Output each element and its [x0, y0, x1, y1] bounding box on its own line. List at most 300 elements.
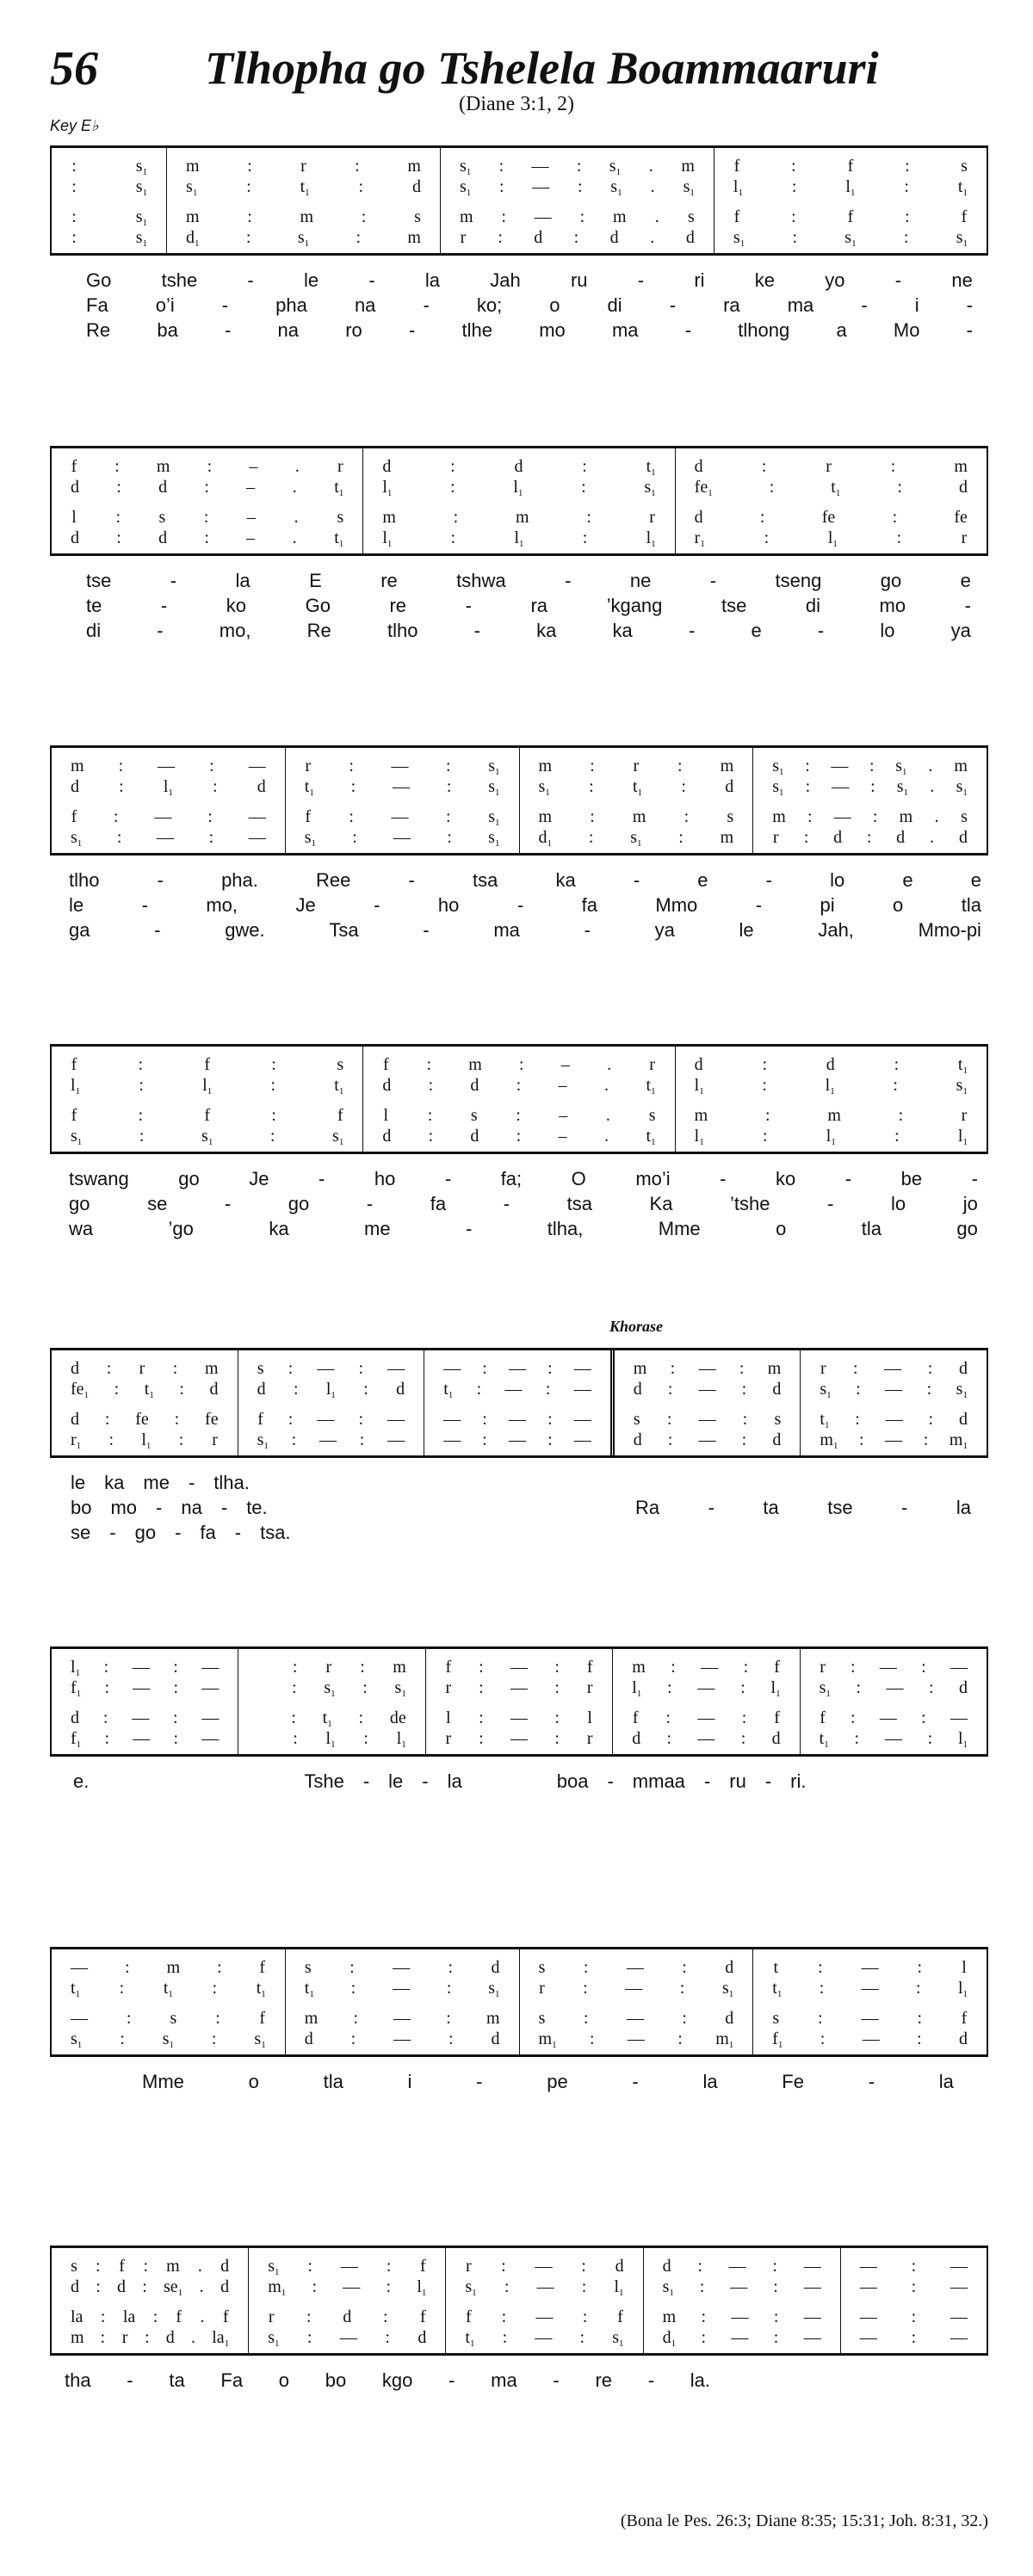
- lyric-syllable: Ka: [649, 1192, 673, 1214]
- hold-dash: —: [831, 757, 849, 775]
- beat-separator: :: [446, 777, 452, 796]
- hold-dash: —: [510, 1658, 528, 1677]
- beat-separator: :: [926, 1380, 932, 1399]
- note: f: [119, 2257, 125, 2276]
- soprano-notes: [820, 1658, 968, 1678]
- alto-notes: [663, 2277, 821, 2298]
- lyric-syllable: -: [368, 269, 375, 291]
- alto-notes: [71, 2277, 229, 2298]
- note: $s_1$: [71, 1127, 83, 1147]
- beat-separator: :: [363, 1380, 368, 1399]
- note: d: [491, 2029, 500, 2048]
- lyric-syllable: te.: [246, 1496, 268, 1518]
- beat-separator: :: [145, 2328, 150, 2347]
- beat-separator: :: [927, 1359, 933, 1378]
- lyric-syllable: -: [157, 868, 164, 891]
- lyric-syllable: wa: [69, 1217, 94, 1239]
- lyric-syllable: tsa.: [260, 1521, 291, 1543]
- lyric-syllable: -: [188, 1471, 195, 1493]
- lyric-syllable: ba: [157, 318, 178, 341]
- lyric-syllable: ne: [629, 569, 652, 591]
- note: $la_1$: [212, 2328, 230, 2349]
- note: f: [305, 807, 312, 826]
- beat-separator: :: [772, 2257, 777, 2276]
- note: m: [459, 207, 473, 226]
- hold-dash: —: [393, 2029, 411, 2048]
- note: $l_1$: [514, 528, 524, 549]
- hold-dash: —: [393, 1958, 411, 1977]
- note: s: [961, 807, 968, 826]
- tenor-notes: [257, 1708, 405, 1729]
- hold-dash: —: [885, 1410, 903, 1429]
- half-beat-dot: .: [607, 1055, 612, 1074]
- half-beat-dot: .: [199, 2277, 204, 2296]
- beat-separator: :: [143, 2257, 149, 2276]
- hold-dash: —: [391, 757, 409, 775]
- hold-dash: –: [558, 1076, 567, 1095]
- measure: [285, 748, 519, 853]
- lyric-syllable: ru: [570, 269, 588, 291]
- note: $s_1$: [135, 157, 148, 177]
- note: $t_1$: [465, 2328, 475, 2349]
- note: fe: [135, 1410, 149, 1429]
- music-system: [50, 446, 988, 643]
- hold-dash: —: [833, 807, 851, 826]
- lyric-syllable: re: [595, 2369, 612, 2391]
- note: fe: [205, 1410, 219, 1429]
- beat-separator: :: [923, 1430, 929, 1449]
- lyric-syllable: i: [407, 2070, 412, 2092]
- note: d: [382, 1076, 392, 1095]
- beat-separator: :: [894, 1127, 900, 1146]
- note: $s_1$: [257, 1430, 269, 1451]
- note: m: [767, 1359, 782, 1378]
- lyric-syllable: -: [224, 1192, 232, 1214]
- bass-notes: [634, 1430, 782, 1451]
- lyrics: [50, 2069, 988, 2094]
- lyric-syllable: tla: [323, 2070, 343, 2092]
- note: d: [220, 2277, 230, 2296]
- note: m: [613, 207, 627, 226]
- note: f: [961, 207, 968, 226]
- beat-separator: :: [355, 157, 360, 176]
- note: $r_1$: [71, 1430, 82, 1451]
- tenor-notes: [820, 1410, 968, 1430]
- beat-separator: :: [450, 478, 455, 497]
- lyric-syllable: pe: [547, 2070, 568, 2092]
- soprano-notes: [71, 1359, 219, 1380]
- hold-dash: —: [158, 757, 176, 775]
- note: f: [382, 1055, 389, 1074]
- beat-separator: :: [820, 2029, 826, 2048]
- note: $l_1$: [770, 1678, 781, 1699]
- beat-separator: :: [667, 1678, 672, 1697]
- note: $s_1$: [135, 177, 148, 198]
- soprano-notes: [445, 1658, 593, 1678]
- note: d: [158, 478, 168, 497]
- lyric-syllable: ri.: [790, 1770, 807, 1792]
- lyric-phrase: [69, 894, 981, 917]
- measure: [519, 748, 753, 853]
- beat-separator: :: [139, 1076, 144, 1095]
- music-system: [50, 1044, 988, 1241]
- beat-separator: :: [152, 2307, 158, 2326]
- measure: [52, 748, 285, 853]
- bass-notes: [71, 1729, 219, 1750]
- music-system: [50, 1348, 988, 1545]
- lyric-syllable: Fa: [220, 2369, 244, 2391]
- lyric-line-verse-1: [86, 568, 971, 593]
- measure: [612, 1649, 799, 1754]
- sol-fa-staff: [50, 1044, 988, 1154]
- beat-separator: :: [791, 207, 796, 226]
- half-beat-dot: .: [200, 2307, 205, 2326]
- lyric-syllable: Tshe: [304, 1770, 344, 1792]
- note: $s_1$: [186, 177, 198, 198]
- beat-separator: :: [291, 1708, 296, 1727]
- lyric-syllable: ko: [226, 594, 247, 616]
- soprano-notes: [71, 1658, 219, 1678]
- note: d: [826, 1055, 835, 1074]
- beat-separator: :: [479, 1729, 484, 1748]
- beat-separator: :: [589, 2029, 595, 2048]
- lyric-syllable: i: [914, 293, 919, 316]
- beat-separator: :: [554, 1678, 560, 1697]
- beat-separator: :: [911, 2328, 917, 2347]
- note: $s_1$: [538, 777, 550, 798]
- beat-separator: :: [349, 757, 354, 775]
- alto-notes: [460, 177, 695, 198]
- bass-notes: [733, 228, 968, 249]
- note: d: [71, 528, 79, 547]
- note: $s_1$: [610, 177, 622, 198]
- beat-separator: :: [684, 807, 690, 826]
- alto-notes: [443, 1380, 591, 1400]
- lyric-line-verse-1: [71, 1470, 988, 1495]
- lyric-syllable: ka: [269, 1217, 289, 1239]
- beat-separator: :: [498, 177, 504, 196]
- hold-dash: —: [339, 2328, 357, 2347]
- beat-separator: :: [677, 757, 683, 775]
- tenor-notes: [71, 1106, 343, 1127]
- beat-separator: :: [928, 1678, 934, 1697]
- measure: [52, 1949, 285, 2054]
- lyric-syllable: -: [964, 594, 971, 616]
- note: r: [586, 1678, 593, 1697]
- note: $s_1$: [459, 157, 472, 177]
- hold-dash: —: [201, 1708, 220, 1727]
- sol-fa-staff: [50, 145, 988, 256]
- beat-separator: :: [583, 1979, 588, 1998]
- lyric-syllable: la: [447, 1770, 462, 1792]
- beat-separator: :: [681, 777, 686, 796]
- bass-notes: [305, 2029, 500, 2050]
- soprano-notes: [186, 157, 421, 177]
- beat-separator: :: [71, 157, 77, 176]
- tenor-notes: [860, 2307, 968, 2328]
- hold-dash: —: [71, 1958, 88, 1977]
- lyric-phrase: [86, 294, 973, 317]
- soprano-notes: [71, 157, 147, 177]
- beat-separator: :: [588, 828, 594, 847]
- note: f: [774, 1708, 780, 1727]
- beat-separator: :: [819, 1979, 825, 1998]
- bass-notes: [772, 2029, 968, 2050]
- lyric-phrase: [557, 1770, 807, 1793]
- lyric-syllable: tsa: [566, 1192, 592, 1214]
- note: r: [772, 828, 779, 847]
- lyric-syllable: -: [409, 318, 416, 341]
- lyric-line-verse-3: [71, 1520, 988, 1545]
- beat-separator: :: [582, 528, 588, 547]
- soprano-notes: [305, 1958, 500, 1979]
- note: d: [304, 2029, 313, 2048]
- note: m: [681, 157, 695, 176]
- note: $l_1$: [957, 1979, 968, 1999]
- beat-separator: :: [670, 1359, 676, 1378]
- hold-dash: —: [731, 2328, 749, 2347]
- beat-separator: :: [172, 1359, 178, 1378]
- beat-separator: :: [209, 757, 214, 775]
- note: $m_1$: [538, 2029, 557, 2050]
- beat-separator: :: [349, 807, 354, 826]
- beat-separator: :: [96, 2277, 101, 2296]
- hold-dash: —: [697, 1729, 715, 1748]
- alto-notes: [465, 2277, 623, 2298]
- lyric-syllable: go: [880, 569, 902, 591]
- beat-separator: :: [350, 2029, 356, 2048]
- note: $f_1$: [71, 1678, 82, 1699]
- hold-dash: —: [201, 1729, 220, 1748]
- lyric-syllable: -: [423, 293, 430, 316]
- note: f: [961, 2009, 968, 2028]
- note: $s_1$: [772, 757, 784, 777]
- lyric-phrase: [142, 2071, 954, 2093]
- lyric-syllable: -: [221, 293, 229, 316]
- note: $l_1$: [71, 1076, 81, 1096]
- beat-separator: :: [360, 1658, 365, 1677]
- lyric-syllable: -: [160, 594, 168, 616]
- note: s: [170, 2009, 177, 2028]
- note: fe: [821, 508, 836, 527]
- lyric-syllable: e: [751, 619, 762, 641]
- lyric-syllable: fa: [200, 1521, 216, 1543]
- tenor-notes: [539, 807, 734, 828]
- beat-separator: :: [665, 1708, 671, 1727]
- note: r: [337, 457, 343, 476]
- note: $l_1$: [202, 1076, 213, 1096]
- beat-separator: :: [911, 2277, 917, 2296]
- lyric-syllable: ko;: [476, 293, 503, 316]
- note: $l_1$: [325, 1380, 336, 1400]
- beat-separator: :: [764, 528, 770, 547]
- note: $s_1$: [71, 828, 83, 849]
- beat-separator: :: [362, 1678, 368, 1697]
- note: $s_1$: [297, 228, 310, 249]
- hold-dash: —: [698, 1410, 716, 1429]
- beat-separator: :: [353, 2009, 358, 2028]
- lyric-line-verse-3: [69, 1216, 978, 1241]
- note: $s_1$: [162, 2029, 174, 2050]
- beat-separator: :: [911, 2257, 917, 2276]
- lyric-syllable: le: [69, 893, 84, 916]
- hymn-title: Tlhopha go Tshelela Boammaaruri: [205, 42, 879, 94]
- hold-dash: —: [886, 1678, 904, 1697]
- beat-separator: :: [678, 828, 684, 847]
- tenor-notes: [695, 508, 968, 528]
- beat-separator: :: [426, 1055, 432, 1074]
- beat-separator: :: [697, 2257, 702, 2276]
- beat-separator: :: [740, 1678, 745, 1697]
- hold-dash: —: [510, 1729, 528, 1748]
- note: m: [393, 1658, 406, 1677]
- lyrics: [50, 1769, 988, 1794]
- beat-separator: :: [306, 2307, 312, 2326]
- measure: [752, 748, 987, 853]
- lyric-syllable: la: [702, 2070, 718, 2092]
- measure: [362, 1047, 674, 1152]
- note: m: [538, 757, 553, 775]
- bass-notes: [382, 1127, 655, 1147]
- bass-notes: [257, 1729, 405, 1750]
- note: s: [304, 1958, 312, 1977]
- beat-separator: :: [386, 2257, 392, 2276]
- note: $l_1$: [513, 478, 523, 498]
- hold-dash: —: [861, 2009, 879, 2028]
- lyric-syllable: Jah,: [818, 918, 854, 941]
- note: d: [958, 1678, 968, 1697]
- lyric-syllable: -: [703, 1770, 711, 1792]
- tenor-notes: [772, 2009, 968, 2029]
- note: $l_1$: [71, 1658, 81, 1678]
- lyric-syllable: o: [248, 2070, 259, 2092]
- hold-dash: —: [319, 1430, 337, 1449]
- beat-separator: :: [759, 508, 765, 527]
- tenor-notes: [382, 1106, 655, 1127]
- note: d: [958, 478, 968, 497]
- lyric-phrase: [69, 1193, 978, 1215]
- beat-separator: :: [269, 1127, 275, 1146]
- note: d: [694, 1055, 703, 1074]
- lyric-syllable: ma: [493, 918, 520, 941]
- lyric-syllable: o: [893, 893, 904, 916]
- hold-dash: —: [132, 1708, 150, 1727]
- hold-dash: –: [559, 1106, 568, 1125]
- note: r: [961, 1106, 968, 1125]
- note: $s_1$: [733, 228, 745, 249]
- hold-dash: –: [558, 1127, 567, 1146]
- hold-dash: —: [132, 1658, 150, 1677]
- hold-dash: —: [950, 2328, 968, 2347]
- hymn-number: 56: [50, 42, 98, 96]
- note: s: [961, 157, 968, 176]
- note: $t_1$: [300, 177, 310, 198]
- lyric-syllable: tshe: [161, 269, 198, 291]
- lyric-syllable: -: [423, 918, 430, 941]
- note: $s_1$: [956, 1380, 968, 1400]
- lyric-syllable: mo: [879, 594, 906, 616]
- soprano-notes: [71, 1958, 266, 1979]
- beat-separator: :: [120, 2029, 125, 2048]
- lyric-syllable: -: [607, 1770, 614, 1792]
- beat-separator: :: [288, 1410, 294, 1429]
- beat-separator: :: [818, 1958, 823, 1977]
- bass-notes: [772, 828, 968, 849]
- beat-separator: :: [71, 207, 77, 226]
- beat-separator: :: [581, 2277, 587, 2296]
- beat-separator: :: [208, 828, 214, 847]
- beat-separator: :: [773, 2328, 779, 2347]
- note: l: [587, 1708, 592, 1727]
- lyric-syllable: -: [901, 1496, 908, 1518]
- beat-separator: :: [108, 1430, 114, 1449]
- bass-notes: [860, 2328, 968, 2349]
- hold-dash: —: [884, 1359, 902, 1378]
- beat-separator: :: [479, 1658, 484, 1677]
- half-beat-dot: .: [190, 2328, 195, 2347]
- note: f: [586, 1658, 593, 1677]
- lyric-syllable: ri: [694, 269, 705, 291]
- lyric-line-verse-3: [86, 618, 971, 643]
- hold-dash: —: [697, 1708, 715, 1727]
- beat-separator: :: [312, 2277, 318, 2296]
- lyric-phrase: [86, 319, 973, 342]
- note: f: [204, 1106, 210, 1125]
- alto-notes: [539, 1979, 734, 1999]
- note: $t_1$: [957, 1055, 968, 1076]
- beat-separator: :: [358, 177, 364, 196]
- note: f: [259, 1958, 266, 1977]
- lyric-phrase: [69, 869, 981, 892]
- note: m: [899, 807, 913, 826]
- note: d: [71, 478, 79, 497]
- measure: [166, 148, 440, 253]
- hold-dash: –: [246, 528, 256, 547]
- bass-notes: [382, 528, 655, 549]
- note: $d_1$: [186, 228, 200, 249]
- lyric-syllable: O: [571, 1167, 586, 1189]
- lyric-line-verse-2: [71, 1495, 988, 1520]
- soprano-notes: [443, 1359, 591, 1380]
- hold-dash: –: [246, 478, 256, 497]
- note: f: [847, 207, 854, 226]
- measure: [52, 148, 166, 253]
- alto-notes: [71, 1076, 343, 1096]
- lyric-syllable: bo: [325, 2369, 347, 2391]
- note: s: [257, 1359, 264, 1378]
- lyric-syllable: Ree: [316, 868, 351, 891]
- hold-dash: —: [950, 2307, 968, 2326]
- lyric-phrase: [86, 595, 971, 617]
- beat-separator: :: [116, 528, 121, 547]
- beat-separator: :: [217, 1958, 222, 1977]
- note: d: [71, 1410, 79, 1429]
- beat-separator: :: [215, 2009, 220, 2028]
- note: m: [720, 828, 734, 847]
- note: s: [774, 1410, 782, 1429]
- note: $l_1$: [733, 177, 743, 198]
- lyric-syllable: le: [71, 1471, 86, 1493]
- soprano-notes: [772, 1958, 968, 1979]
- beat-separator: :: [679, 1979, 685, 1998]
- beat-separator: :: [213, 777, 218, 796]
- beat-separator: :: [576, 157, 582, 176]
- lyric-syllable: tse: [721, 594, 747, 616]
- note: f: [420, 2257, 426, 2276]
- alto-notes: [695, 478, 968, 498]
- note: f: [71, 1055, 77, 1074]
- beat-separator: :: [501, 2307, 507, 2326]
